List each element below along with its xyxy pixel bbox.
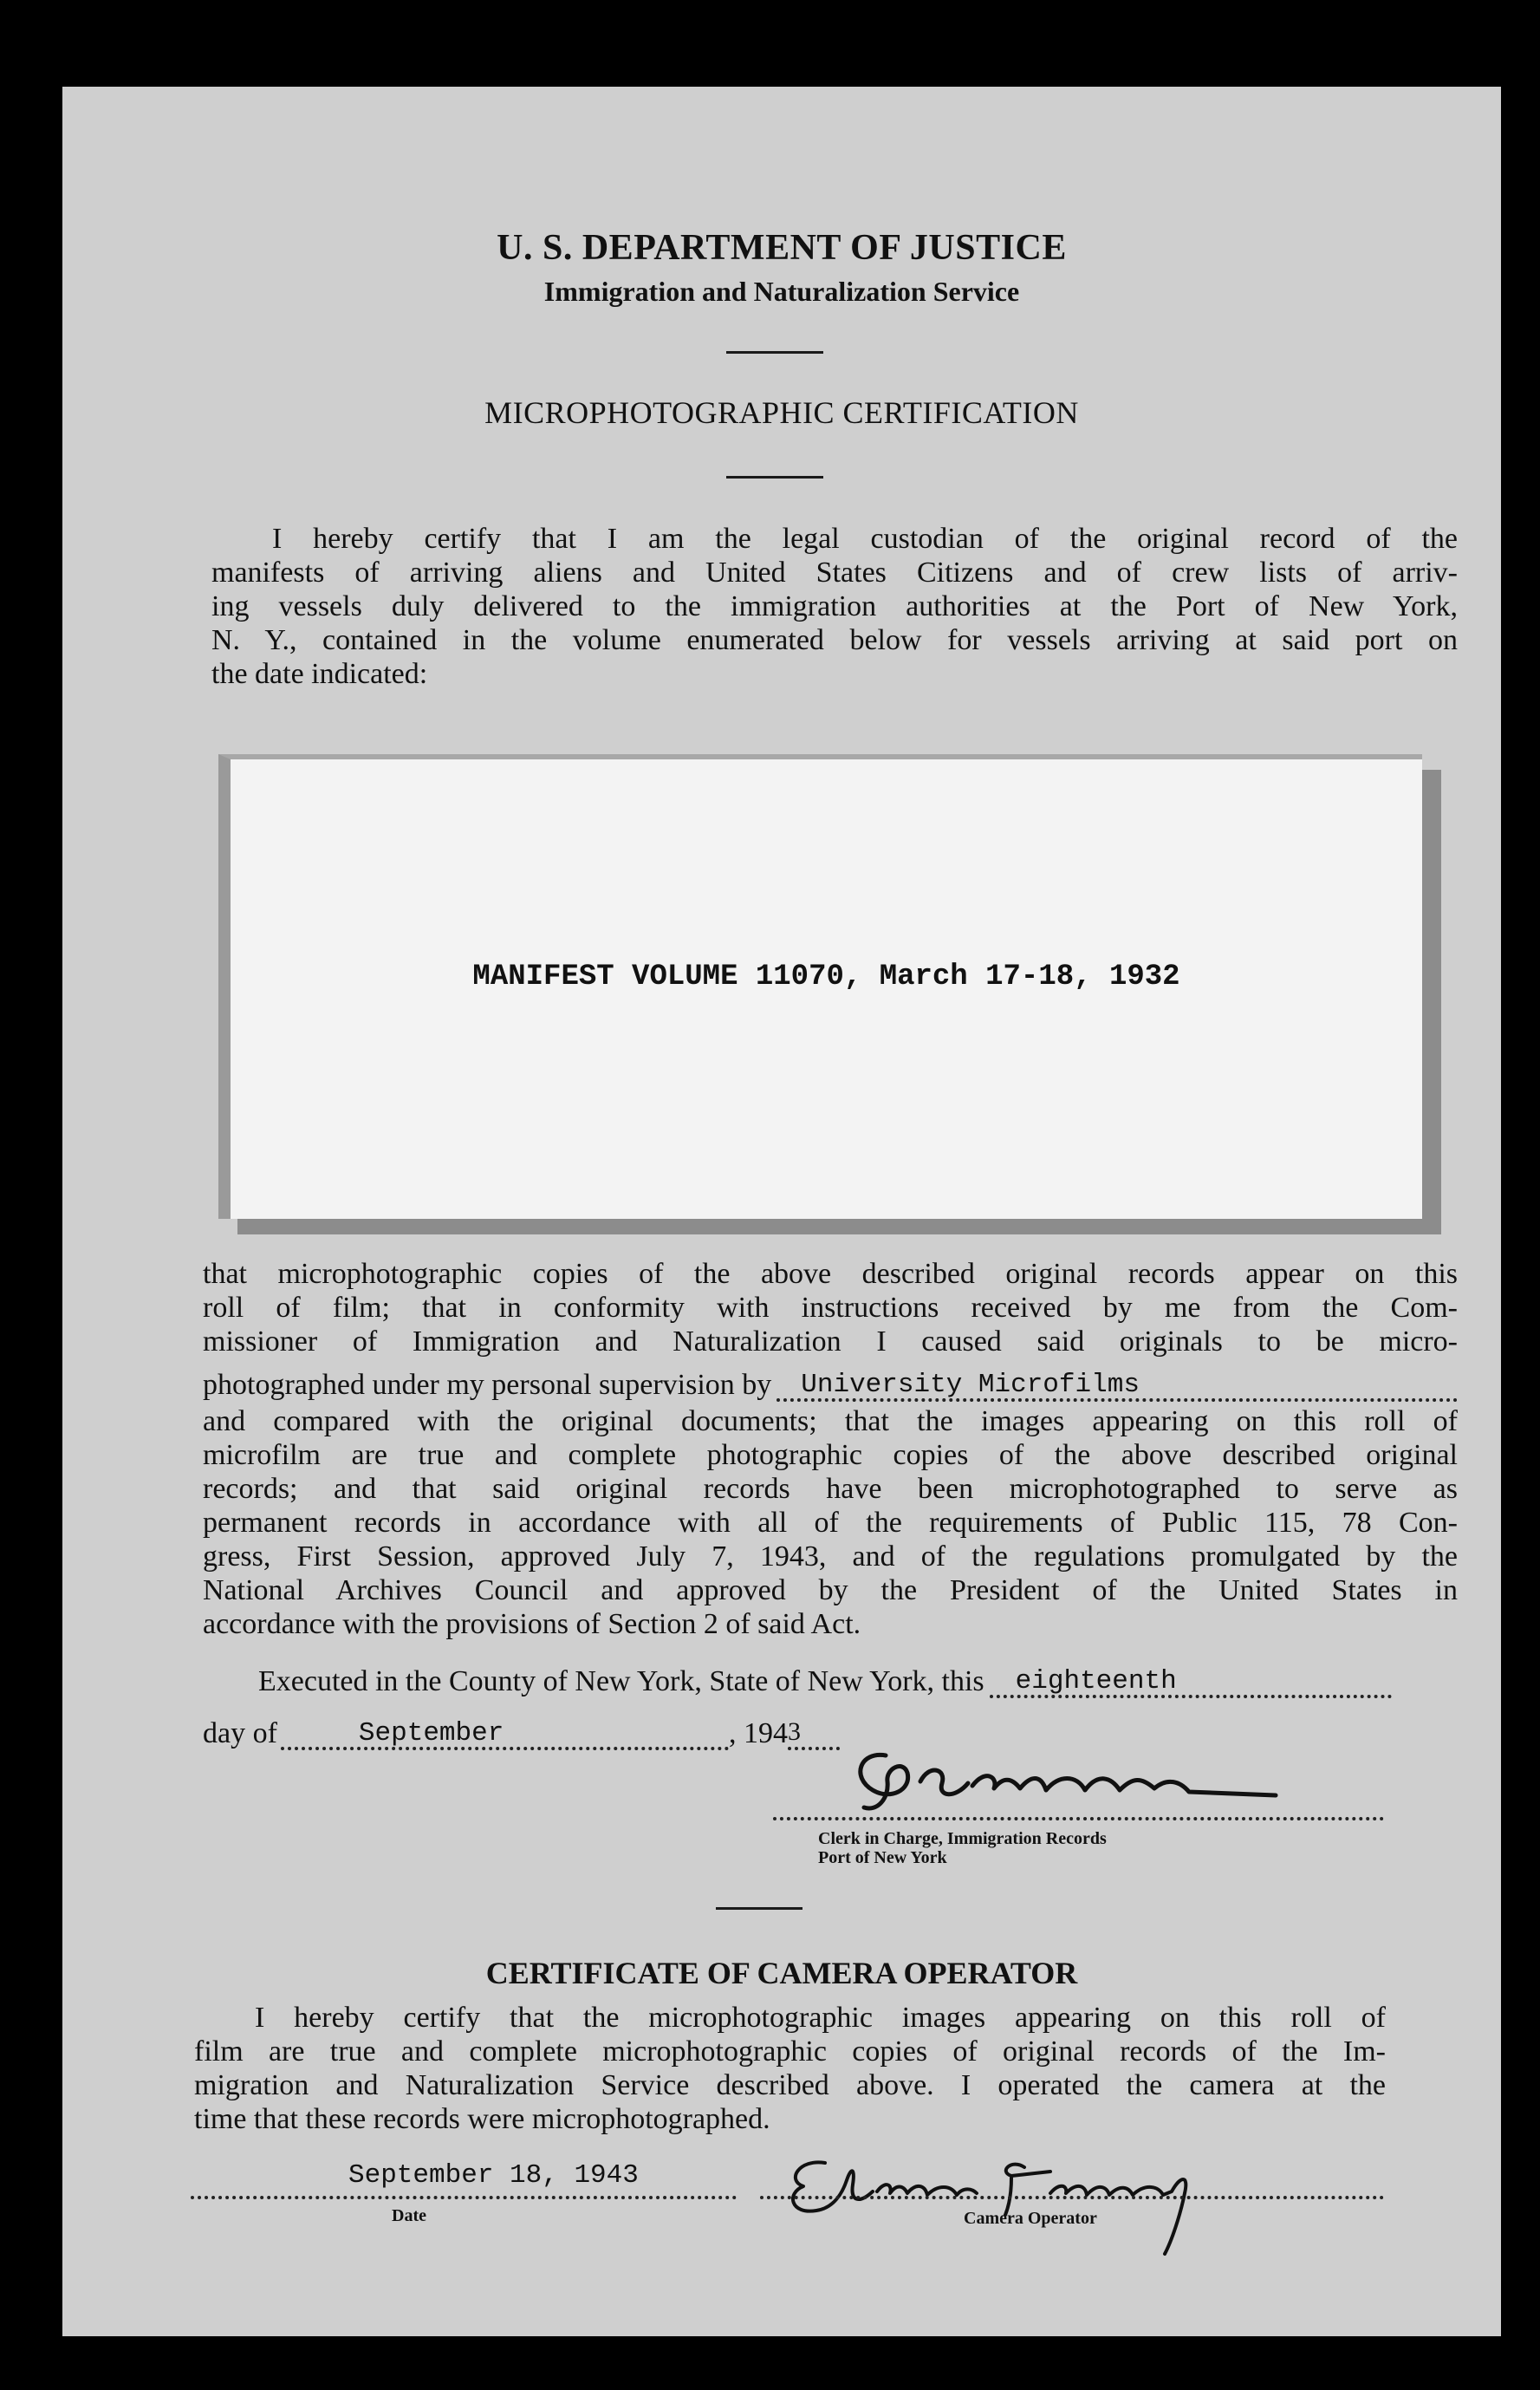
intro-line: the date indicated:	[211, 658, 428, 690]
month-line	[203, 1716, 840, 1750]
day-value: eighteenth	[1015, 1666, 1177, 1696]
intro-line: I hereby certify that I am the legal custodian of the original record of the	[272, 523, 1458, 555]
clerk-title-line2: Port of New York	[818, 1848, 947, 1867]
body-line: roll of film; that in conformity with instructions received by me from the Com-	[203, 1292, 1458, 1324]
supervision-line	[203, 1368, 1458, 1402]
divider	[726, 476, 823, 479]
certification-title: MICROPHOTOGRAPHIC CERTIFICATION	[484, 395, 1079, 430]
service-subtitle: Immigration and Naturalization Service	[543, 276, 1020, 307]
body-line: gress, First Session, approved July 7, 1943, and of the regulations promulgated by the	[203, 1540, 1458, 1573]
manifest-label: MANIFEST VOLUME 11070, March 17-18, 1932	[472, 961, 1180, 993]
supervision-field	[776, 1372, 1458, 1402]
date-label: Date	[392, 2206, 426, 2225]
date-line	[191, 2196, 737, 2199]
intro-line: manifests of arriving aliens and United States Citizens and of crew lists of arriv-	[211, 557, 1458, 589]
body-line: and compared with the original documents; that the images appearing on this roll of	[203, 1405, 1458, 1437]
department-title: U. S. DEPARTMENT OF JUSTICE	[497, 228, 1067, 268]
camera-line: I hereby certify that the microphotographic images appearing on this roll of	[255, 2002, 1386, 2034]
operator-label: Camera Operator	[964, 2209, 1097, 2228]
month-value: September	[358, 1718, 504, 1749]
clerk-title-line1: Clerk in Charge, Immigration Records	[818, 1829, 1107, 1848]
camera-line: film are true and complete microphotographic copies of original records of the Im-	[194, 2035, 1386, 2068]
executed-prefix: Executed in the County of New York, State of New York, this	[258, 1665, 984, 1697]
executed-line	[258, 1664, 1392, 1698]
certificate-page	[62, 87, 1501, 2336]
camera-line: time that these records were microphotographed.	[194, 2103, 770, 2135]
body-line: missioner of Immigration and Naturalization I caused said originals to be micro-	[203, 1325, 1458, 1358]
date-value: September 18, 1943	[348, 2160, 639, 2191]
intro-line: ing vessels duly delivered to the immigration authorities at the Port of New York,	[211, 590, 1458, 622]
camera-line: migration and Naturalization Service described above. I operated the camera at the	[194, 2069, 1386, 2101]
year-prefix: , 194	[729, 1717, 788, 1749]
clerk-signature-line	[773, 1817, 1384, 1820]
divider	[726, 351, 823, 354]
intro-line: N. Y., contained in the volume enumerated below for vessels arriving at said port on	[211, 624, 1458, 656]
body-line: accordance with the provisions of Section 2 of said Act.	[203, 1608, 861, 1640]
clerk-title	[818, 1829, 1107, 1867]
body-line: National Archives Council and approved by the President of the United States in	[203, 1574, 1458, 1606]
manifest-card	[218, 754, 1422, 1219]
operator-signature-line	[760, 2196, 1384, 2199]
day-field	[990, 1666, 1392, 1698]
day-of-label: day of	[203, 1717, 277, 1749]
year-digit: 3	[788, 1717, 801, 1746]
body-line: permanent records in accordance with all of the requirements of Public 115, 78 Con-	[203, 1507, 1458, 1539]
camera-heading: CERTIFICATE OF CAMERA OPERATOR	[485, 1956, 1078, 1990]
supervision-value: University Microfilms	[801, 1370, 1140, 1400]
body-line: microfilm are true and complete photographic copies of the above described original	[203, 1439, 1458, 1471]
body-line: that microphotographic copies of the above described original records appear on this	[203, 1258, 1458, 1290]
body-line: records; and that said original records have been microphotographed to serve as	[203, 1473, 1458, 1505]
supervision-prefix: photographed under my personal supervision by	[203, 1369, 772, 1401]
divider	[716, 1907, 802, 1910]
month-field	[281, 1718, 729, 1750]
